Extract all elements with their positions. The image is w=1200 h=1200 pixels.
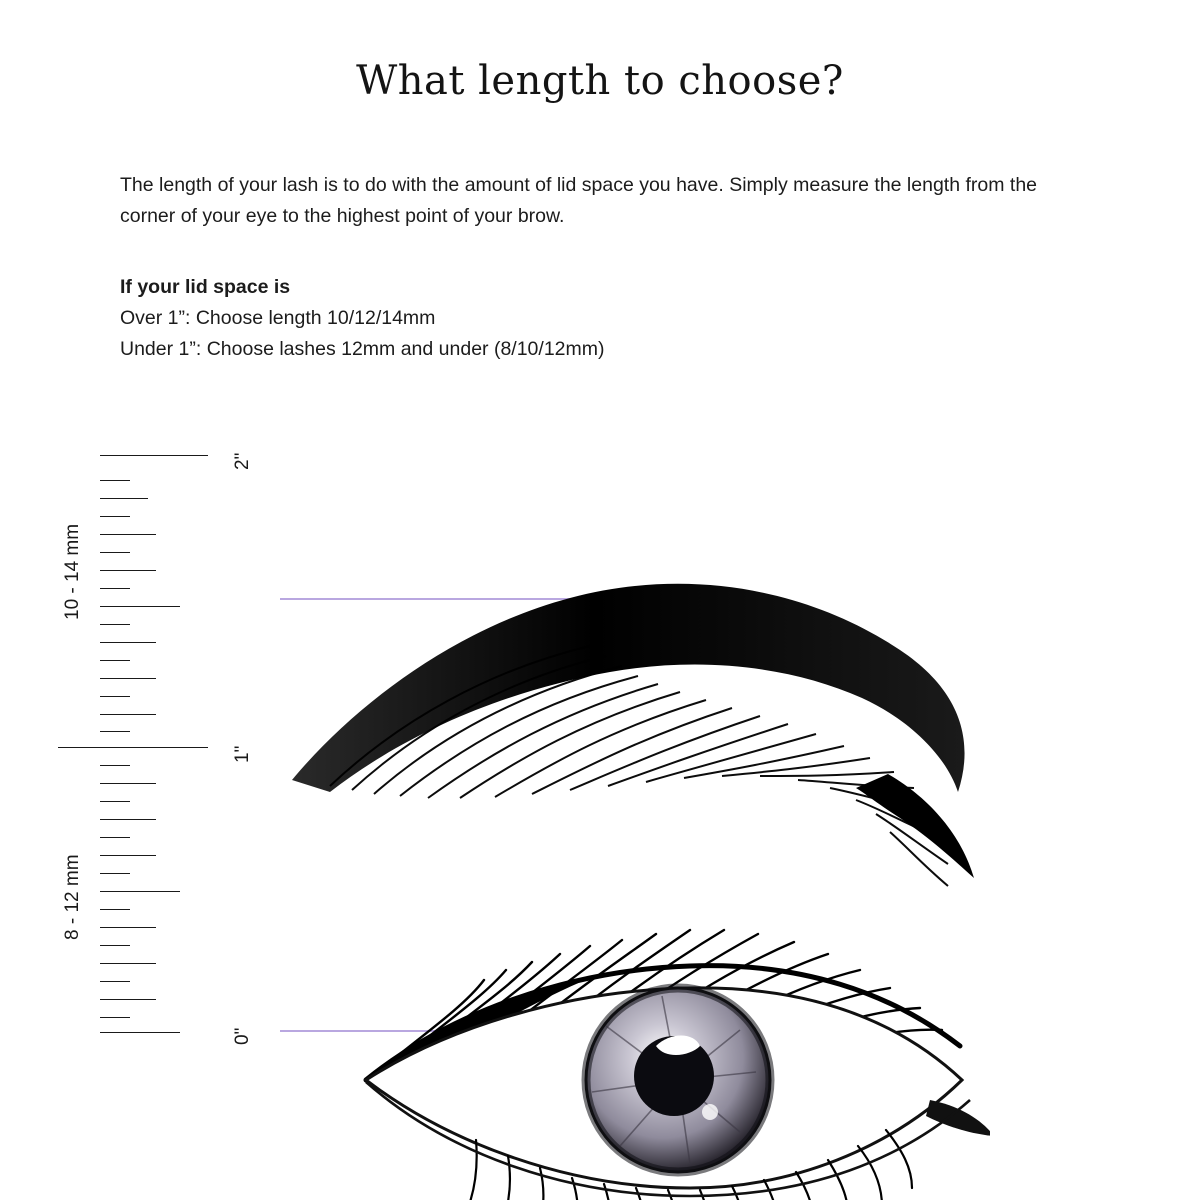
ruler-tick xyxy=(100,873,130,874)
ruler-tick xyxy=(100,696,130,697)
lid-space-over-one-inch: Over 1”: Choose length 10/12/14mm xyxy=(120,307,436,329)
lid-space-ruler-diagram xyxy=(0,420,1200,1200)
ruler-tick xyxy=(100,783,156,784)
mm-range-label-bottom: 8 - 12 mm xyxy=(62,854,83,940)
ruler-tick xyxy=(100,999,156,1000)
ruler-tick-major-0in xyxy=(100,1032,180,1033)
eye-illustration xyxy=(270,560,990,1200)
lid-space-block xyxy=(120,272,1090,365)
ruler-tick xyxy=(100,765,130,766)
intro-paragraph: The length of your lash is to do with the amount of lid space you have. Simply measure the length from the corner of your eye to the highest point of your brow. xyxy=(120,174,1038,227)
ruler-tick xyxy=(100,660,130,661)
inch-label-0: 0" xyxy=(232,1027,253,1045)
lid-space-heading: If your lid space is xyxy=(120,276,291,298)
eyebrow-shape xyxy=(292,584,974,886)
ruler-tick xyxy=(100,819,156,820)
ruler-tick xyxy=(100,534,156,535)
inch-label-2: 2" xyxy=(232,452,253,470)
ruler-tick xyxy=(100,624,130,625)
lid-space-under-one-inch: Under 1”: Choose lashes 12mm and under (8/10/12mm) xyxy=(120,338,605,360)
ruler-tick xyxy=(100,963,156,964)
mm-range-label-top: 10 - 14 mm xyxy=(62,523,83,620)
ruler-tick xyxy=(100,588,130,589)
ruler-tick xyxy=(100,945,130,946)
ruler-tick xyxy=(100,909,130,910)
ruler-tick-major-1in xyxy=(58,747,208,748)
ruler-tick xyxy=(100,855,156,856)
ruler-tick-major-2in xyxy=(100,455,208,456)
ruler-tick xyxy=(100,480,130,481)
ruler-tick xyxy=(100,927,156,928)
inch-label-1: 1" xyxy=(232,745,253,763)
ruler-tick xyxy=(100,801,130,802)
ruler-tick xyxy=(100,1017,130,1018)
page-title: What length to choose? xyxy=(356,58,844,104)
ruler-tick xyxy=(100,552,130,553)
ruler-tick xyxy=(100,516,130,517)
ruler-tick xyxy=(100,837,130,838)
ruler-tick xyxy=(100,498,148,499)
ruler-tick xyxy=(100,642,156,643)
ruler-tick xyxy=(100,570,156,571)
eye-globe xyxy=(366,988,990,1188)
ruler-tick xyxy=(100,678,156,679)
ruler-tick xyxy=(100,606,180,607)
ruler-tick xyxy=(100,891,180,892)
ruler-tick xyxy=(100,981,130,982)
ruler-tick xyxy=(100,714,156,715)
ruler-tick xyxy=(100,731,130,732)
